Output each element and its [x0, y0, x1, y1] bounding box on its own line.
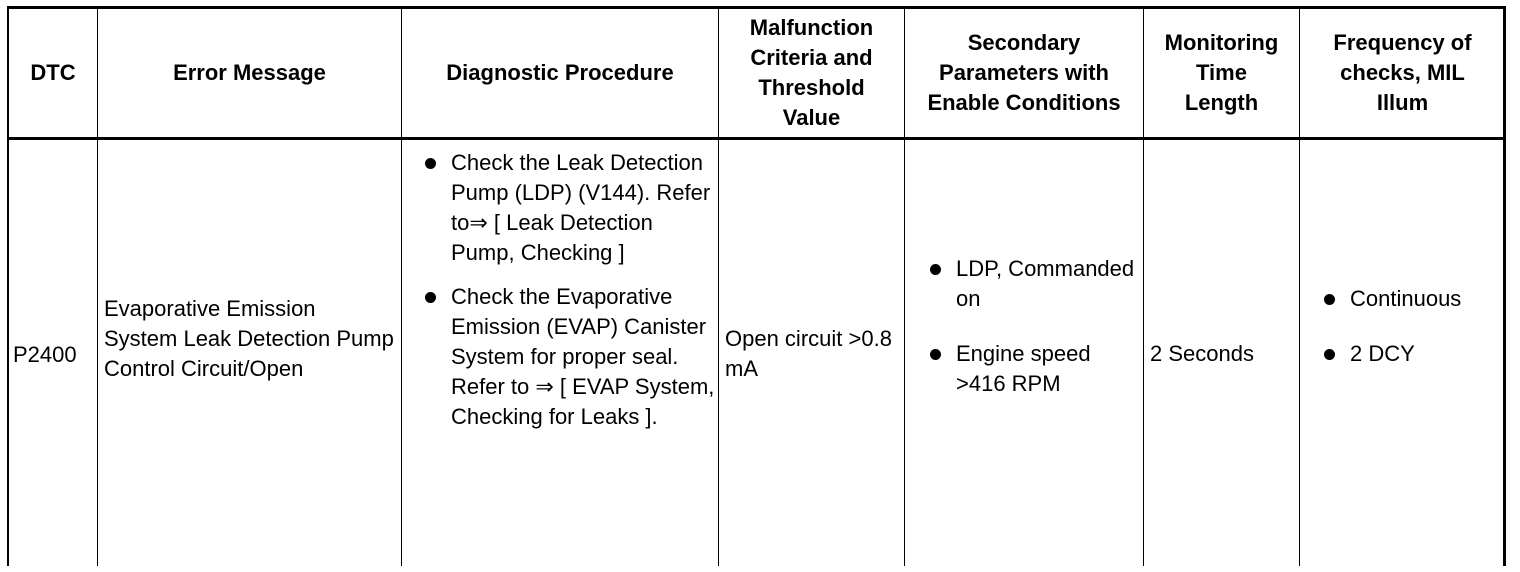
frequency-item: Continuous — [1350, 286, 1462, 311]
header-frequency: Frequency of checks, MIL Illum — [1333, 30, 1472, 115]
dtc-code: P2400 — [13, 342, 77, 367]
secondary-parameters — [922, 140, 1142, 566]
diagnostic-procedure — [417, 140, 717, 566]
list-item — [417, 148, 717, 268]
monitoring-time: 2 Seconds — [1150, 341, 1254, 366]
frequency-of-checks — [1316, 140, 1506, 566]
bullet-icon — [930, 264, 941, 275]
list-item — [922, 339, 1142, 399]
header-secondary-parameters: Secondary Parameters with Enable Conditions — [927, 30, 1121, 115]
procedure-step: Check the Evaporative Emission (EVAP) Canister System for proper seal. Refer to ⇒ [ EVAP System, Checking for Leaks ]. — [451, 284, 715, 429]
error-message: Evaporative Emission System Leak Detection Pump Control Circuit/Open — [104, 296, 394, 381]
bullet-icon — [1324, 294, 1335, 305]
malfunction-criteria: Open circuit >0.8 mA — [725, 326, 892, 381]
bullet-icon — [425, 158, 436, 169]
header-row — [9, 9, 1503, 140]
header-malfunction-criteria: Malfunction Criteria and Threshold Value — [749, 15, 874, 130]
header-dtc: DTC — [30, 60, 76, 85]
header-monitoring-time: Monitoring Time Length — [1164, 30, 1279, 115]
list-item — [1316, 339, 1506, 369]
secondary-parameter: LDP, Commanded on — [956, 256, 1135, 311]
bullet-icon — [1324, 349, 1335, 360]
header-error-message: Error Message — [173, 60, 326, 85]
procedure-step: Check the Leak Detection Pump (LDP) (V144). Refer to⇒ [ Leak Detection Pump, Checking ] — [451, 150, 711, 265]
list-item — [1316, 284, 1506, 314]
dtc-table — [7, 6, 1506, 566]
list-item — [922, 254, 1142, 314]
bullet-icon — [930, 349, 941, 360]
secondary-parameter: Engine speed >416 RPM — [956, 341, 1091, 396]
header-diagnostic-procedure: Diagnostic Procedure — [446, 60, 674, 85]
frequency-item: 2 DCY — [1350, 341, 1415, 366]
list-item — [417, 282, 717, 432]
bullet-icon — [425, 292, 436, 303]
